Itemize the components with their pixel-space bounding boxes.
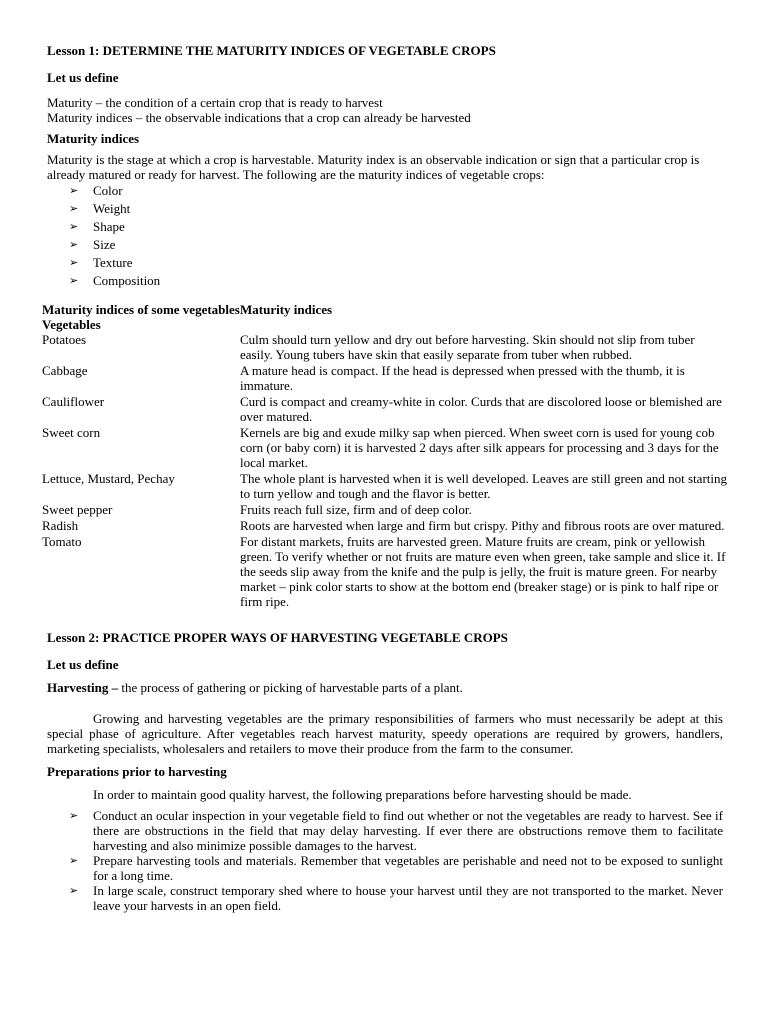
table-header-row	[42, 302, 728, 332]
table-row	[42, 363, 728, 394]
maturity-description-cell: Roots are harvested when large and firm but crispy. Pithy and fibrous roots are over matured.	[240, 518, 725, 533]
vegetable-name-cell: Potatoes	[42, 332, 87, 347]
list-item-text: In large scale, construct temporary shed where to house your harvest until they are not transported to the market. Never leave your harvests in an open field.	[93, 883, 723, 913]
table-row	[42, 332, 728, 363]
harvesting-definition	[47, 680, 723, 695]
table-row	[42, 534, 728, 610]
vegetable-name-cell: Lettuce, Mustard, Pechay	[42, 471, 175, 486]
maturity-description-cell: For distant markets, fruits are harvested green. Mature fruits are cream, pink or yellowish green. To verify whether or not fruits are mature even when green, take sample and slice it. If the seeds slip away from the knife and the pulp is jelly, the fruit is mature green. For nearby market – pink color starts to show at the bottom end (breaker stage) or is pink to half ripe or firm ripe.	[240, 534, 726, 609]
vegetable-name-cell: Sweet corn	[42, 425, 101, 440]
table-row	[42, 502, 728, 518]
table-row	[42, 518, 728, 534]
lesson2-section	[47, 630, 723, 913]
harvesting-term: Harvesting –	[47, 680, 119, 695]
table-header-maturity-indices: Maturity indices	[240, 302, 333, 317]
maturity-indices-heading: Maturity indices	[47, 131, 140, 146]
arrow-bullet-icon: ➢	[69, 256, 79, 269]
maturity-indices-list	[69, 182, 723, 290]
list-item-text: Prepare harvesting tools and materials. Remember that vegetables are perishable and need not to be exposed to sunlight for a long time.	[93, 853, 723, 883]
lesson1-define-heading: Let us define	[47, 70, 119, 85]
table-row	[42, 425, 728, 471]
vegetable-name-cell: Cauliflower	[42, 394, 105, 409]
lesson2-define-heading: Let us define	[47, 657, 119, 672]
list-item	[47, 883, 723, 913]
lesson1-title: Lesson 1: DETERMINE THE MATURITY INDICES OF VEGETABLE CROPS	[47, 43, 496, 58]
list-item	[47, 808, 723, 853]
maturity-description-cell: A mature head is compact. If the head is depressed when pressed with the thumb, it is immature.	[240, 363, 685, 393]
table-header-vegetables: Maturity indices of some vegetables Vegetables	[42, 302, 240, 332]
preparations-intro: In order to maintain good quality harvest, the following preparations before harvesting should be made.	[93, 787, 632, 802]
definition-maturity-indices: Maturity indices – the observable indications that a crop can already be harvested	[47, 110, 471, 125]
list-item-text: Texture	[93, 255, 133, 270]
arrow-bullet-icon: ➢	[69, 809, 79, 822]
maturity-description-cell: Fruits reach full size, firm and of deep color.	[240, 502, 472, 517]
list-item	[69, 182, 723, 200]
maturity-indices-table	[42, 302, 728, 610]
arrow-bullet-icon: ➢	[69, 184, 79, 197]
preparations-list	[47, 808, 723, 913]
maturity-description-cell: Curd is compact and creamy-white in color. Curds that are discolored loose or blemished are over matured.	[240, 394, 722, 424]
maturity-description-cell: Kernels are big and exude milky sap when pierced. When sweet corn is used for young cob corn (or baby corn) it is harvested 2 days after silk appears for processing and 3 days for the local market.	[240, 425, 719, 470]
vegetable-name-cell: Sweet pepper	[42, 502, 113, 517]
preparations-heading: Preparations prior to harvesting	[47, 764, 227, 779]
maturity-description-cell: Culm should turn yellow and dry out before harvesting. Skin should not slip from tuber easily. Young tubers have skin that easily separate from tuber when rubbed.	[240, 332, 695, 362]
definition-maturity: Maturity – the condition of a certain crop that is ready to harvest	[47, 95, 383, 110]
list-item	[69, 272, 723, 290]
list-item-text: Shape	[93, 219, 125, 234]
arrow-bullet-icon: ➢	[69, 202, 79, 215]
list-item-text: Conduct an ocular inspection in your vegetable field to find out whether or not the vegetables are ready to harvest. See if there are obstructions in the field that may delay harvesting. If ever there are obstructions remove them to facilitate harvesting and also minimize possible damages to the harvest.	[93, 808, 723, 853]
maturity-description-cell: The whole plant is harvested when it is well developed. Leaves are still green and not starting to turn yellow and tough and the flavor is better.	[240, 471, 727, 501]
list-item-text: Color	[93, 183, 123, 198]
list-item	[69, 200, 723, 218]
lesson2-title: Lesson 2: PRACTICE PROPER WAYS OF HARVESTING VEGETABLE CROPS	[47, 630, 508, 645]
harvesting-paragraph: Growing and harvesting vegetables are the primary responsibilities of farmers who must necessarily be adept at this special phase of agriculture. After vegetables reach harvest maturity, speedy operations are required by growers, handlers, marketing specialists, wholesalers and retailers to move their produce from the farm to the consumer.	[47, 711, 723, 756]
list-item-text: Weight	[93, 201, 131, 216]
list-item	[47, 853, 723, 883]
list-item-text: Size	[93, 237, 116, 252]
arrow-bullet-icon: ➢	[69, 854, 79, 867]
arrow-bullet-icon: ➢	[69, 884, 79, 897]
harvesting-definition-text: the process of gathering or picking of harvestable parts of a plant.	[118, 680, 463, 695]
arrow-bullet-icon: ➢	[69, 238, 79, 251]
arrow-bullet-icon: ➢	[69, 274, 79, 287]
vegetable-name-cell: Radish	[42, 518, 79, 533]
vegetable-name-cell: Cabbage	[42, 363, 88, 378]
arrow-bullet-icon: ➢	[69, 220, 79, 233]
list-item-text: Composition	[93, 273, 161, 288]
list-item	[69, 218, 723, 236]
table-row	[42, 394, 728, 425]
list-item	[69, 236, 723, 254]
table-row	[42, 471, 728, 502]
document-page	[42, 43, 727, 913]
vegetable-name-cell: Tomato	[42, 534, 82, 549]
list-item	[69, 254, 723, 272]
maturity-indices-paragraph: Maturity is the stage at which a crop is harvestable. Maturity index is an observable indication or sign that a particular crop is already matured or ready for harvest. The following are the maturity indices of vegetable crops:	[47, 152, 700, 182]
